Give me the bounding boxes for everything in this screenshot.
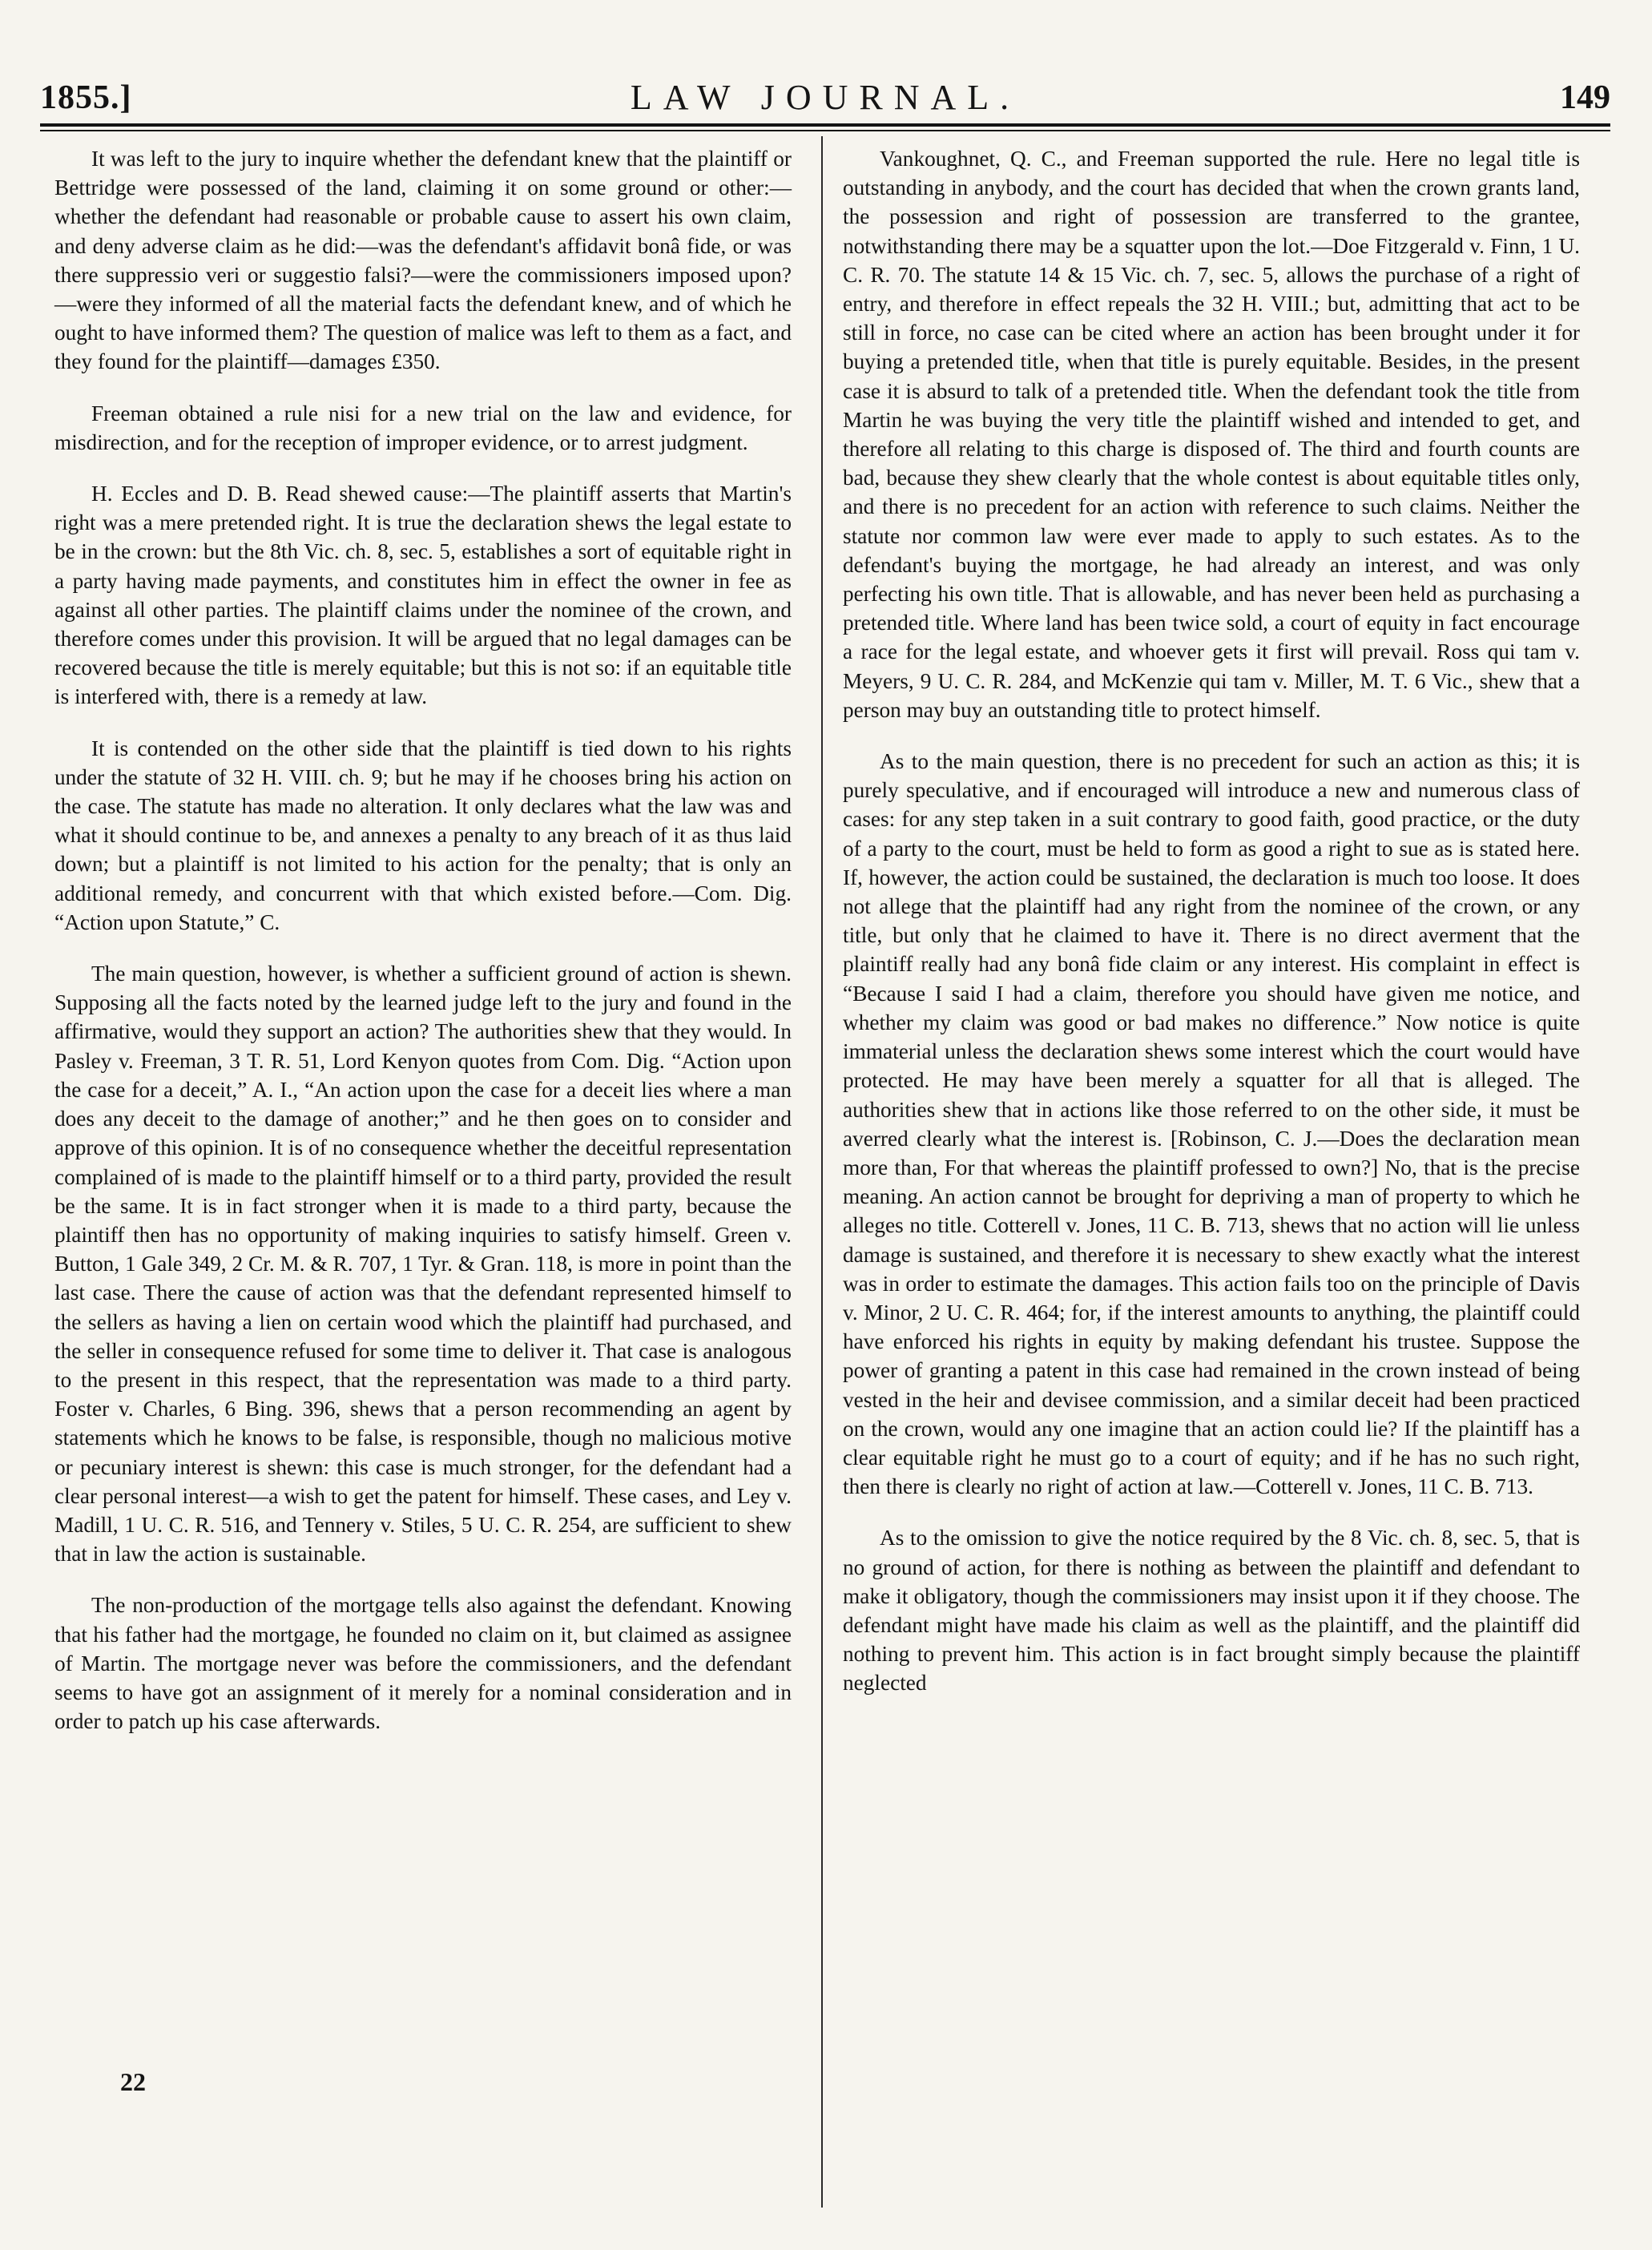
left-column — [54, 144, 792, 1736]
header-rule-thick — [40, 123, 1610, 127]
paragraph: The non-production of the mortgage tells also against the defendant. Knowing that his father had the mortgage, he founded no claim on it, but claimed as assignee of Martin. The mortgage never was before the commissioners, and the defendant seems to have got an assignment of it merely for a nominal consideration and in order to patch up his case afterwards. — [54, 1593, 792, 1734]
paragraph: Freeman obtained a rule nisi for a new trial on the law and evidence, for misdirection, and for the reception of improper evidence, or to arrest judgment. — [54, 401, 792, 454]
page-number: 149 — [1560, 79, 1610, 116]
paragraph: Vankoughnet, Q. C., and Freeman supported the rule. Here no legal title is outstanding in anybody, and the court has decided that when the crown grants land, the possession and right of possession are transferred to the grantee, notwithstanding there may be a squatter upon the lot.—Doe Fitzgerald v. Finn, 1 U. C. R. 70. The statute 14 & 15 Vic. ch. 7, sec. 5, allows the purchase of a right of entry, and therefore in effect repeals the 32 H. VIII.; but, admitting that act to be still in force, no case can be cited where an action has been brought under it for buying a pretended title, when that title is purely equitable. Besides, in the present case it is absurd to talk of a pretended title. When the defendant took the title from Martin he was buying the very title the plaintiff wished and intended to get, and therefore all relating to this charge is disposed of. The third and fourth counts are bad, because they shew clearly that the whole contest is about equitable titles only, and there is no precedent for an action with reference to such claims. Neither the statute nor common law were ever made to apply to such estates. As to the defendant's buying the mortgage, he had already an interest, and was only perfecting his own title. That is allowable, and has never been held as purchasing a pretended title. Where land has been twice sold, a court of equity in fact encourage a race for the legal estate, and whoever gets it first will prevail. Ross qui tam v. Meyers, 9 U. C. R. 284, and McKenzie qui tam v. Miller, M. T. 6 Vic., shew that a person may buy an outstanding title to protect himself. — [843, 147, 1580, 722]
paragraph: It was left to the jury to inquire whether the defendant knew that the plaintiff or Bettridge were possessed of the land, claiming it on some ground or other:—whether the defendant had reasonable or probable cause to assert his own claim, and deny adverse claim as he did:—was the defendant's affidavit bonâ fide, or was there suppressio veri or suggestio falsi?—were the commissioners imposed upon?—were they informed of all the material facts the defendant knew, and of which he ought to have informed them? The question of malice was left to them as a fact, and they found for the plaintiff—damages £350. — [54, 147, 792, 374]
journal-title: LAW JOURNAL. — [630, 78, 1021, 117]
signature-mark: 22 — [120, 2067, 146, 2096]
running-header — [40, 74, 1610, 122]
column-divider — [821, 136, 823, 2208]
paragraph: H. Eccles and D. B. Read shewed cause:—The plaintiff asserts that Martin's right was a mere pretended right. It is true the declaration shews the legal estate to be in the crown: but the 8th Vic. ch. 8, sec. 5, establishes a sort of equitable right in a party having made payments, and constitutes him in effect the owner in fee as against all other parties. The plaintiff claims under the nominee of the crown, and therefore comes under this provision. It will be argued that no legal damages can be recovered because the title is merely equitable; but this is not so: if an equitable title is interfered with, there is a remedy at law. — [54, 482, 792, 709]
journal-page — [40, 74, 1610, 2205]
paragraph: As to the omission to give the notice required by the 8 Vic. ch. 8, sec. 5, that is no ground of action, for there is nothing as between the plaintiff and defendant to make it obligatory, though the commissioners may insist upon it if they choose. The defendant might have made his claim as well as the plaintiff, and the plaintiff did nothing to prevent him. This action is in fact brought simply because the plaintiff neglected — [843, 1526, 1580, 1696]
paragraph: It is contended on the other side that the plaintiff is tied down to his rights under the statute of 32 H. VIII. ch. 9; but he may if he chooses bring his action on the case. The statute has made no alteration. It only declares what the law was and what it should continue to be, and annexes a penalty to any breach of it as thus laid down; but a plaintiff is not limited to his action for the penalty; that is only an additional remedy, and concurrent with that which existed before.—Com. Dig. “Action upon Statute,” C. — [54, 736, 792, 934]
header-year: 1855.] — [40, 79, 132, 116]
paragraph: The main question, however, is whether a sufficient ground of action is shewn. Supposing all the facts noted by the learned judge left to the jury and found in the affirmative, would they support an action? The authorities shew that they would. In Pasley v. Freeman, 3 T. R. 51, Lord Kenyon quotes from Com. Dig. “Action upon the case for a deceit,” A. I., “An action upon the case for a deceit lies where a man does any deceit to the damage of another;” and he then goes on to consider and approve of this opinion. It is of no consequence whether the deceitful representation complained of is made to the plaintiff himself or to a third party, provided the result be the same. It is in fact stronger when it is made to a third party, because the plaintiff then has no opportunity of making inquiries to satisfy himself. Green v. Button, 1 Gale 349, 2 Cr. M. & R. 707, 1 Tyr. & Gran. 118, is more in point than the last case. There the cause of action was that the defendant represented himself to the sellers as having a lien on certain wood which the plaintiff had purchased, and the seller in consequence refused for some time to deliver it. That case is analogous to the present in this respect, that the representation was made to a third party. Foster v. Charles, 6 Bing. 396, shews that a person recommending an agent by statements which he knows to be false, is responsible, though no malicious motive or pecuniary interest is shewn: this case is much stronger, for the defendant had a clear personal interest—a wish to get the patent for himself. These cases, and Ley v. Madill, 1 U. C. R. 516, and Tennery v. Stiles, 5 U. C. R. 254, are sufficient to shew that in law the action is sustainable. — [54, 962, 792, 1567]
right-column — [843, 144, 1580, 1698]
paragraph: As to the main question, there is no precedent for such an action as this; it is purely speculative, and if encouraged will introduce a new and numerous class of cases: for any step taken in a suit contrary to good faith, good practice, or the duty of a party to the court, must be held to form as good a right to sue as is stated here. If, however, the action could be sustained, the declaration is much too loose. It does not allege that the plaintiff had any right from the nominee of the crown, or any title, but only that he claimed to have it. There is no direct averment that the plaintiff really had any bonâ fide claim or any interest. His complaint in effect is “Because I said I had a claim, therefore you should have given me notice, and whether my claim was good or bad makes no difference.” Now notice is quite immaterial unless the declaration shews some interest which the court would have protected. He may have been merely a squatter for all that is alleged. The authorities shew that in actions like those referred to on the other side, it must be averred clearly what the interest is. [Robinson, C. J.—Does the declaration mean more than, For that whereas the plaintiff professed to own?] No, that is the precise meaning. An action cannot be brought for depriving a man of property to which he alleges no title. Cotterell v. Jones, 11 C. B. 713, shews that no action will lie unless damage is sustained, and therefore it is necessary to shew exactly what the interest was in order to estimate the damages. This action fails too on the principle of Davis v. Minor, 2 U. C. R. 464; for, if the interest amounts to anything, the plaintiff could have enforced his rights in equity by making defendant his trustee. Suppose the power of granting a patent in this case had remained in the crown instead of being vested in the heir and devisee commission, and a similar deceit had been practiced on the crown, would any one imagine that an action could lie? If the plaintiff has a clear equitable right he must go to a court of equity; and if he has no such right, then there is clearly no right of action at law.—Cotterell v. Jones, 11 C. B. 713. — [843, 749, 1580, 1499]
header-rule-thin — [40, 130, 1610, 131]
